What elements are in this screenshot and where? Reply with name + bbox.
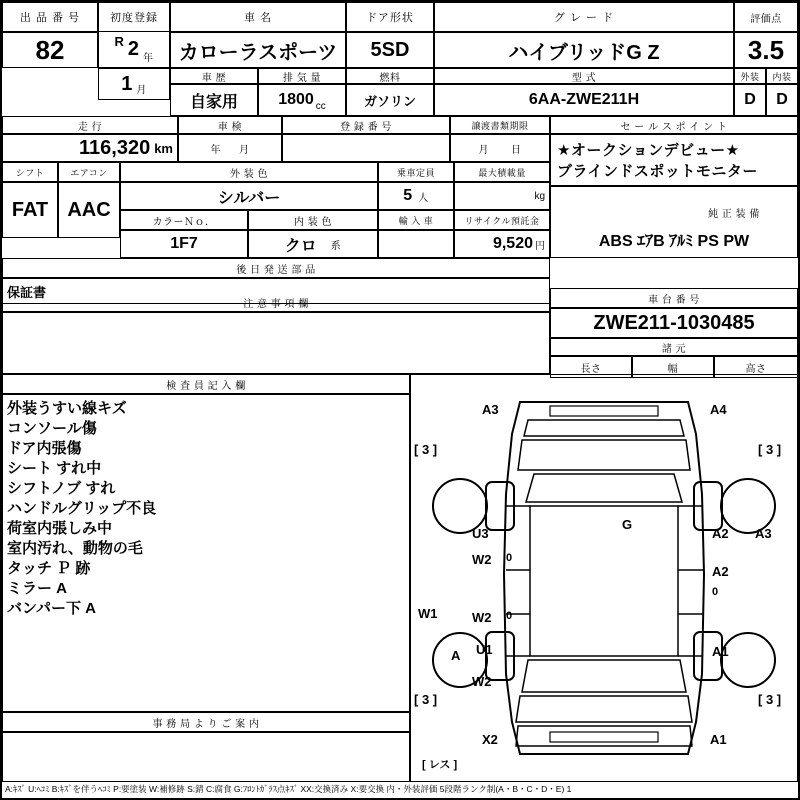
equipment-title: 純 正 装 備 <box>708 209 760 220</box>
import-cell <box>378 230 454 258</box>
mileage-unit: km <box>154 140 173 156</box>
color-no-label-cell <box>120 210 248 230</box>
sales-point-line-2: ブラインドスポットモニター <box>557 163 758 180</box>
damage-left-zero-1: 0 <box>506 552 513 564</box>
grade-label-cell <box>434 2 734 32</box>
exterior-rank-label: 外装 <box>740 71 760 82</box>
ac-value: AAC <box>67 198 111 221</box>
model-code-cell <box>434 84 734 116</box>
damage-center-g: G <box>622 517 633 532</box>
shaken-month-unit: 月 <box>239 144 250 156</box>
displacement-label: 排 気 量 <box>282 72 322 84</box>
bracket-top-right: [ 3 ] <box>758 442 782 457</box>
displacement-unit: cc <box>315 101 326 112</box>
damage-left-zero-2: 0 <box>506 610 513 622</box>
bracket-bottom-left: [ 3 ] <box>414 692 438 707</box>
first-reg-month-unit: 月 <box>136 85 147 96</box>
damage-bottom-legend: [ レス ] <box>422 759 458 771</box>
reg-number-label: 登 録 番 号 <box>340 121 392 133</box>
door-label-cell <box>346 2 434 32</box>
mileage-label: 走 行 <box>77 121 103 133</box>
lot-number-label: 出 品 番 号 <box>19 12 81 24</box>
color-no-value: 1F7 <box>170 235 198 252</box>
score-label-cell <box>734 2 798 32</box>
shaken-label-cell <box>178 116 282 134</box>
interior-rank-cell <box>766 84 798 116</box>
damage-left-2: W2 <box>472 552 492 567</box>
seats-label: 乗車定員 <box>396 167 435 178</box>
door-cell <box>346 32 434 68</box>
notes-label: 注 意 事 項 欄 <box>243 299 309 310</box>
inspector-line: シート すれ中 <box>7 460 102 477</box>
first-reg-era: R <box>114 34 124 49</box>
model-code-value: 6AA-ZWE211H <box>528 91 640 108</box>
dim-height-label: 高さ <box>745 363 767 375</box>
fuel-label: 燃料 <box>379 72 401 84</box>
history-value: 自家用 <box>189 93 238 111</box>
first-reg-year: 2 <box>127 38 139 60</box>
fuel-cell <box>346 84 434 116</box>
fuel-label-cell <box>346 68 434 84</box>
car-name-label-cell <box>170 2 346 32</box>
damage-bottom-left: X2 <box>482 732 498 747</box>
equipment-cell <box>550 222 798 258</box>
dimension-label-cell <box>550 338 798 356</box>
ext-color-cell <box>120 182 378 210</box>
displacement-value: 1800 <box>278 91 314 108</box>
transfer-label-cell <box>450 116 550 134</box>
office-notice-title-cell <box>2 712 410 732</box>
inspector-line: タッチ Ｐ 跡 <box>7 560 91 577</box>
int-color-cell <box>248 230 378 258</box>
damage-right-1: A2 <box>712 526 729 541</box>
recycle-value: 9,520 <box>492 235 533 252</box>
exterior-rank-label-cell <box>734 68 766 84</box>
transfer-day: 日 <box>511 144 522 156</box>
office-notice-title: 事 務 局 よ り ご 案 内 <box>152 718 260 730</box>
inspector-line: 荷室内張しみ中 <box>7 520 113 537</box>
damage-left-w1: W1 <box>418 606 438 621</box>
mileage-value: 116,320 <box>79 136 151 159</box>
legend-text: A:ｷｽﾞ U:ﾍｺﾐ B:ｷｽﾞを伴うﾍｺﾐ P:要塗装 W:補修跡 S:錆 C:腐食 G:ﾌﾛﾝﾄｶﾞﾗｽ点ｷｽﾞ XX:交換済み X:要交換 内・外装評価 5段階ランク制(A・B・C・D・E) 1 <box>5 784 572 794</box>
shift-cell <box>2 182 58 238</box>
score-cell <box>734 32 798 68</box>
later-parts-value: 保証書 <box>7 284 47 300</box>
history-cell <box>170 84 258 116</box>
int-color-suffix: 系 <box>330 240 342 252</box>
damage-top-right: A4 <box>710 402 727 417</box>
sales-point-title: セ ー ル ス ポ イ ン ト <box>620 121 728 133</box>
damage-left-1: U3 <box>472 526 489 541</box>
max-load-label: 最大積載量 <box>478 167 526 178</box>
shaken-label: 車 検 <box>217 121 243 133</box>
model-code-label-cell <box>434 68 734 84</box>
shift-label: シフト <box>15 167 45 178</box>
inspector-line: 外装うすい線キズ <box>7 400 127 417</box>
ext-color-value: シルバー <box>217 189 281 207</box>
chassis-label: 車 台 番 号 <box>648 294 700 306</box>
damage-right-4: A1 <box>712 644 729 659</box>
seats-value: 5 <box>403 187 413 204</box>
recycle-label: リサイクル預託金 <box>464 215 540 226</box>
inspector-line: シフトノブ すれ <box>7 480 116 497</box>
sales-point-line-1: ★オークションデビュー★ <box>557 142 740 159</box>
dim-width-label: 幅 <box>667 363 679 375</box>
car-name-label: 車 名 <box>243 12 273 24</box>
interior-rank-label: 内装 <box>772 71 792 82</box>
recycle-label-cell <box>454 210 550 230</box>
shift-label-cell <box>2 162 58 182</box>
sales-point-cell <box>550 134 798 186</box>
int-color-value: クロ <box>284 237 317 255</box>
ac-label: エアコン <box>70 167 108 178</box>
shaken-cell <box>178 134 282 162</box>
recycle-cell <box>454 230 550 258</box>
damage-right-2: A3 <box>755 526 772 541</box>
history-label: 車 歴 <box>201 72 227 84</box>
import-label-cell <box>378 210 454 230</box>
seats-label-cell <box>378 162 454 182</box>
car-name-cell <box>170 32 346 68</box>
damage-left-u1: U1 <box>476 642 493 657</box>
ext-color-label-cell <box>120 162 378 182</box>
interior-rank-label-cell <box>766 68 798 84</box>
equipment-title-cell <box>550 186 798 222</box>
damage-wheel-a: A <box>451 648 461 663</box>
shift-value: FAT <box>11 198 49 221</box>
mileage-label-cell <box>2 116 178 134</box>
inspector-line: ミラー A <box>7 580 68 597</box>
mileage-cell <box>2 134 178 162</box>
exterior-rank-value: D <box>744 91 756 108</box>
reg-number-label-cell <box>282 116 450 134</box>
grade-cell <box>434 32 734 68</box>
color-no-label: カラーＮｏ． <box>152 216 216 228</box>
door-value: 5SD <box>370 38 410 61</box>
inspector-title-cell <box>2 374 410 394</box>
inspector-title: 検 査 員 記 入 欄 <box>166 380 246 392</box>
sales-point-title-cell <box>550 116 798 134</box>
damage-right-zero: 0 <box>712 586 719 598</box>
inspector-notes-cell <box>2 394 410 712</box>
later-parts-label-cell <box>2 258 550 278</box>
damage-diagram <box>410 374 798 782</box>
later-parts-label: 後 日 発 送 部 品 <box>236 264 316 276</box>
int-color-label: 内 装 色 <box>293 216 333 228</box>
dimension-label: 諸 元 <box>661 343 687 355</box>
wheel-rear-right <box>720 632 776 688</box>
max-load-unit: kg <box>534 190 545 202</box>
first-reg-year-unit: 年 <box>143 53 154 64</box>
int-color-label-cell <box>248 210 378 230</box>
damage-right-3: A2 <box>712 564 729 579</box>
fuel-value: ガソリン <box>363 93 416 109</box>
max-load-label-cell <box>454 162 550 182</box>
bracket-top-left: [ 3 ] <box>414 442 438 457</box>
first-reg-label: 初度登録 <box>110 12 158 24</box>
ac-label-cell <box>58 162 120 182</box>
color-no-cell <box>120 230 248 258</box>
model-code-label: 型 式 <box>571 72 597 84</box>
lot-number-label-cell <box>2 2 98 32</box>
history-label-cell <box>170 68 258 84</box>
exterior-rank-cell <box>734 84 766 116</box>
first-reg-label-cell <box>98 2 170 32</box>
inspector-line: ドア内張傷 <box>7 440 82 457</box>
chassis-label-cell <box>550 288 798 308</box>
lot-number-cell <box>2 32 98 68</box>
damage-top-left: A3 <box>482 402 499 417</box>
car-outline-svg <box>410 374 798 782</box>
seats-unit: 人 <box>418 192 429 204</box>
damage-bottom-right: A1 <box>710 732 727 747</box>
displacement-cell <box>258 84 346 116</box>
car-name-value: カローラスポーツ <box>178 41 338 64</box>
inspector-line: 室内汚れ、動物の毛 <box>7 540 143 557</box>
grade-value: ハイブリッドG Z <box>508 41 660 64</box>
lot-number-value: 82 <box>35 34 65 65</box>
inspector-line: ハンドルグリップ不良 <box>7 500 157 517</box>
first-reg-month-cell <box>98 68 170 100</box>
inspector-line: コンソール傷 <box>7 420 97 437</box>
inspector-line: バンパー下 A <box>7 600 96 617</box>
equipment-value: ABS ｴｱB ｱﾙﾐ PS PW <box>598 233 750 250</box>
chassis-value: ZWE211-1030485 <box>593 311 755 334</box>
notes-cell <box>2 312 550 374</box>
first-reg-month: 1 <box>121 72 133 95</box>
damage-left-w2b: W2 <box>472 674 492 689</box>
transfer-cell <box>450 134 550 162</box>
seats-cell <box>378 182 454 210</box>
import-label: 輸 入 車 <box>398 215 434 226</box>
score-value: 3.5 <box>747 34 785 65</box>
interior-rank-value: D <box>776 91 788 108</box>
damage-left-3: W2 <box>472 610 492 625</box>
grade-label: グ レ ー ド <box>553 12 615 24</box>
displacement-label-cell <box>258 68 346 84</box>
shaken-year-unit: 年 <box>210 144 221 156</box>
legend-footer <box>2 780 800 798</box>
score-label: 評価点 <box>750 13 782 25</box>
max-load-cell <box>454 182 550 210</box>
notes-label-cell <box>2 290 550 312</box>
bracket-bottom-right: [ 3 ] <box>758 692 782 707</box>
first-reg-year-cell <box>98 32 170 68</box>
ac-cell <box>58 182 120 238</box>
door-label: ドア形状 <box>366 12 414 24</box>
office-notice-cell <box>2 732 410 782</box>
transfer-label: 譲渡書類期限 <box>471 120 529 131</box>
reg-number-cell <box>282 134 450 162</box>
ext-color-label: 外 装 色 <box>229 168 269 180</box>
dim-length-label: 長さ <box>580 363 602 375</box>
transfer-month: 月 <box>478 144 489 156</box>
recycle-unit: 円 <box>535 240 545 252</box>
chassis-cell <box>550 308 798 338</box>
